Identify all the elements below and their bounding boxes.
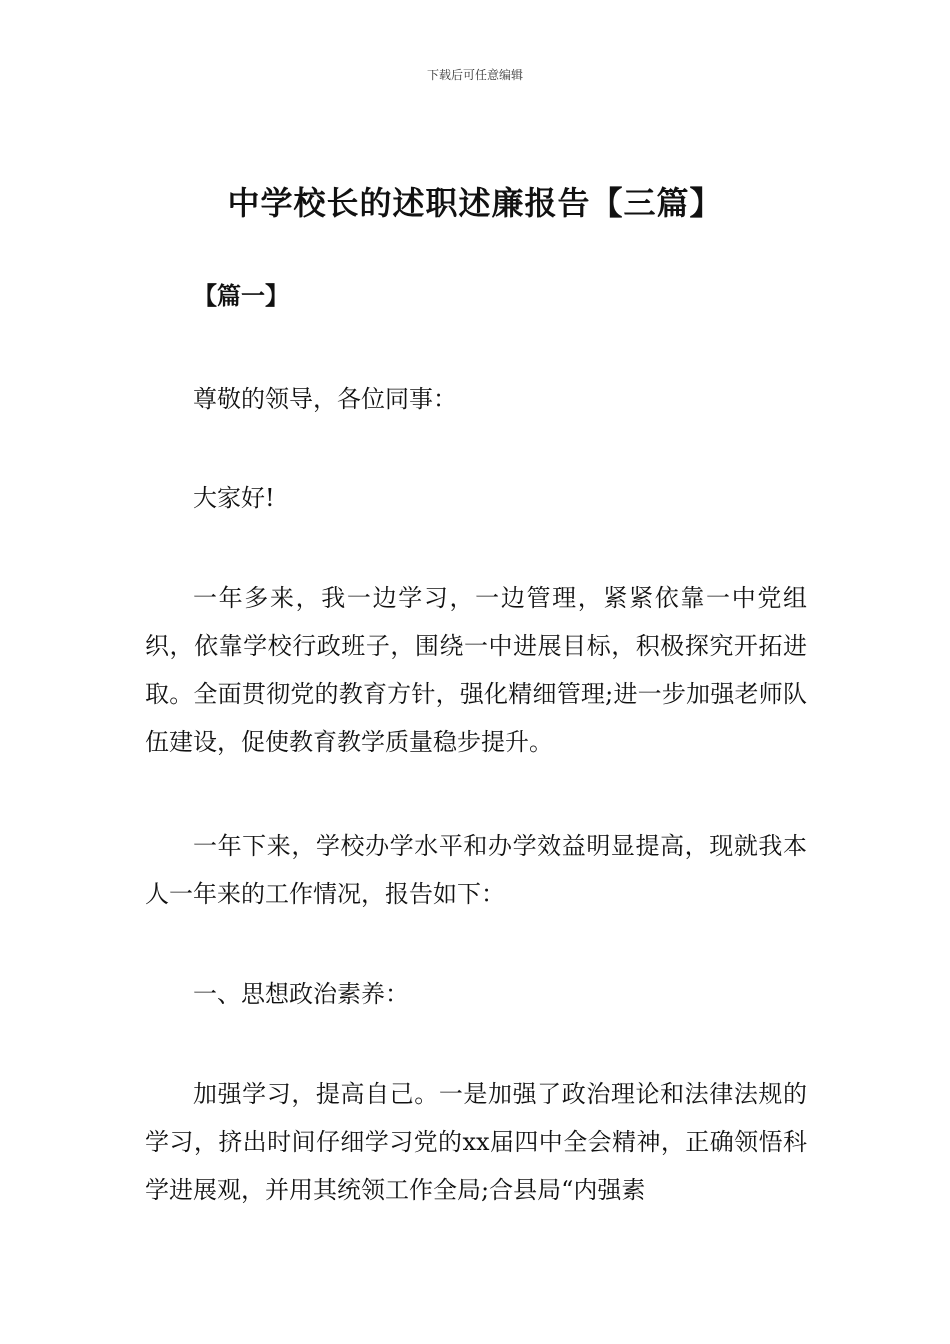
body-paragraph: 加强学习，提高自己。一是加强了政治理论和法律法规的学习，挤出时间仔细学习党的xx届四中全会精神，正确领悟科学进展观，并用其统领工作全局;合县局“内强素 (145, 1080, 807, 1204)
greeting: 大家好! (193, 484, 275, 512)
section-label: 【篇一】 (193, 282, 289, 310)
paragraph-1 (145, 375, 807, 423)
salutation: 尊敬的领导，各位同事： (193, 385, 457, 413)
paragraph-6 (145, 1070, 807, 1214)
section-heading: 一、思想政治素养： (193, 980, 409, 1008)
paragraph-3 (145, 574, 807, 766)
document-title: 中学校长的述职述廉报告【三篇】 (227, 184, 723, 222)
section-label-block (145, 272, 807, 320)
header-note: 下载后可任意编辑 (426, 68, 523, 82)
body-paragraph: 一年多来，我一边学习，一边管理，紧紧依靠一中党组织，依靠学校行政班子，围绕一中进展目标，积极探究开拓进取。全面贯彻党的教育方针，强化精细管理;进一步加强老师队伍建设，促使教育教学质量稳步提升。 (145, 584, 807, 756)
paragraph-4 (145, 822, 807, 918)
paragraph-5 (145, 970, 807, 1018)
body-paragraph: 一年下来，学校办学水平和办学效益明显提高，现就我本人一年来的工作情况，报告如下： (145, 832, 807, 908)
paragraph-2 (145, 474, 807, 522)
